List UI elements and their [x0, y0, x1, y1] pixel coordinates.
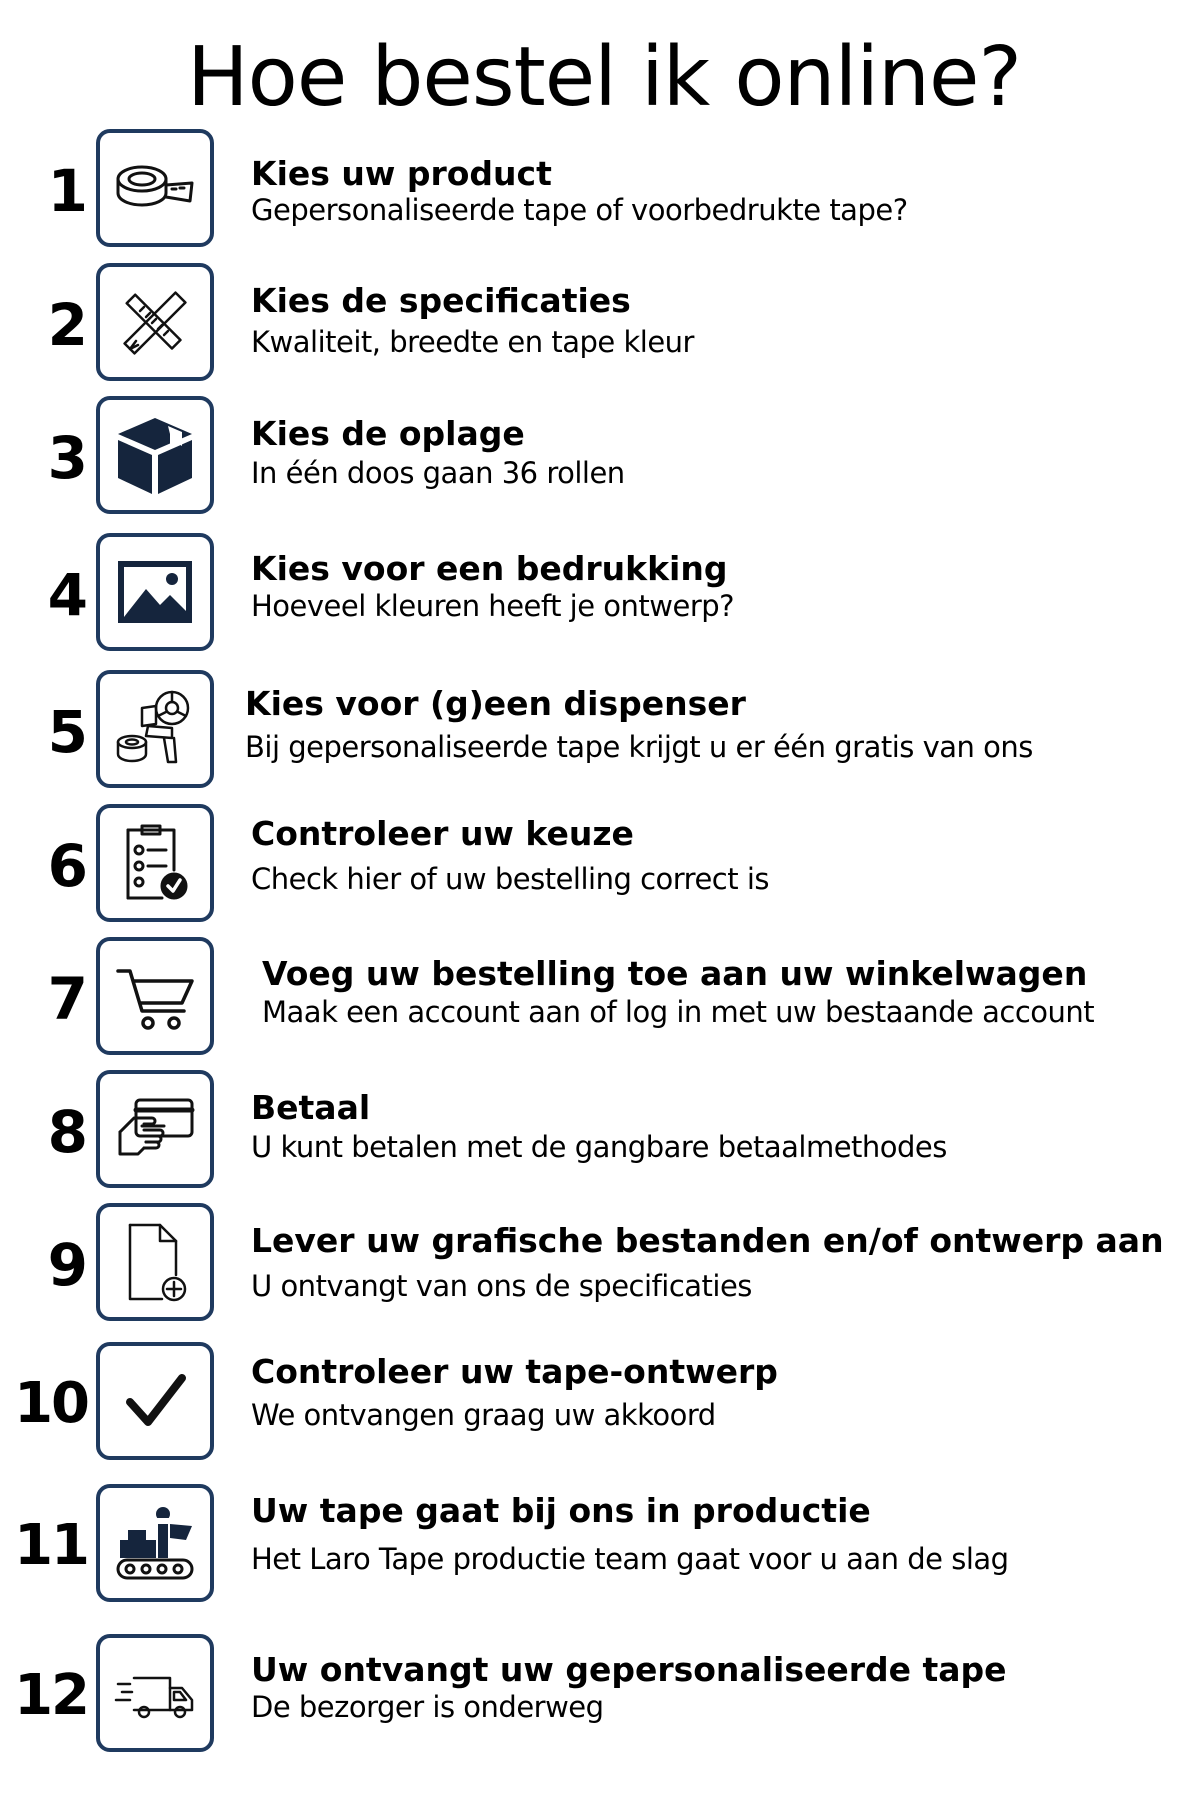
step-heading: Kies voor (g)een dispenser	[245, 684, 746, 723]
step-number: 1	[47, 157, 88, 225]
step-5	[0, 670, 1198, 794]
step-number: 3	[47, 424, 88, 492]
step-heading: Uw ontvangt uw gepersonaliseerde tape	[251, 1650, 1007, 1689]
image-icon	[96, 533, 214, 651]
shopping-cart-icon	[96, 937, 214, 1055]
step-description: Maak een account aan of log in met uw bestaande account	[262, 995, 1095, 1029]
step-description: Hoeveel kleuren heeft je ontwerp?	[251, 589, 735, 623]
box-icon	[96, 396, 214, 514]
step-heading: Controleer uw tape-ontwerp	[251, 1352, 778, 1391]
step-description: Kwaliteit, breedte en tape kleur	[251, 325, 694, 359]
step-heading: Betaal	[251, 1088, 371, 1127]
step-6	[0, 804, 1198, 928]
tape-dispenser-icon	[96, 670, 214, 788]
step-description: In één doos gaan 36 rollen	[251, 456, 625, 490]
clipboard-check-icon	[96, 804, 214, 922]
step-number: 9	[47, 1231, 88, 1299]
step-heading: Kies de specificaties	[251, 281, 631, 320]
step-heading: Uw tape gaat bij ons in productie	[251, 1491, 871, 1530]
step-description: Het Laro Tape productie team gaat voor u aan de slag	[251, 1542, 1009, 1576]
card-payment-icon	[96, 1070, 214, 1188]
page-title: Hoe bestel ik online?	[187, 30, 1021, 125]
step-heading: Voeg uw bestelling toe aan uw winkelwagen	[262, 954, 1088, 993]
step-description: U ontvangt van ons de specificaties	[251, 1269, 752, 1303]
step-11	[0, 1484, 1198, 1608]
step-description: We ontvangen graag uw akkoord	[251, 1398, 716, 1432]
step-2	[0, 263, 1198, 387]
step-number: 4	[47, 561, 88, 629]
step-12	[0, 1634, 1198, 1758]
step-description: De bezorger is onderweg	[251, 1690, 604, 1724]
tape-roll-icon	[96, 129, 214, 247]
step-number: 11	[14, 1513, 88, 1578]
step-4	[0, 533, 1198, 657]
step-number: 10	[14, 1371, 88, 1436]
step-10	[0, 1342, 1198, 1466]
step-number: 7	[47, 965, 88, 1033]
step-heading: Kies voor een bedrukking	[251, 549, 728, 588]
step-9	[0, 1203, 1198, 1327]
step-number: 8	[47, 1098, 88, 1166]
step-description: U kunt betalen met de gangbare betaalmethodes	[251, 1130, 947, 1164]
step-number: 12	[14, 1663, 88, 1728]
step-number: 6	[47, 832, 88, 900]
step-3	[0, 396, 1198, 520]
ruler-pencil-icon	[96, 263, 214, 381]
step-number: 5	[47, 698, 88, 766]
step-heading: Kies de oplage	[251, 414, 525, 453]
step-heading: Lever uw grafische bestanden en/of ontwerp aan	[251, 1221, 1164, 1260]
step-7	[0, 937, 1198, 1061]
production-machine-icon	[96, 1484, 214, 1602]
file-add-icon	[96, 1203, 214, 1321]
step-1	[0, 129, 1198, 253]
delivery-truck-icon	[96, 1634, 214, 1752]
step-description: Bij gepersonaliseerde tape krijgt u er één gratis van ons	[245, 730, 1033, 764]
step-heading: Kies uw product	[251, 154, 552, 193]
step-8	[0, 1070, 1198, 1194]
step-number: 2	[47, 291, 88, 359]
step-description: Check hier of uw bestelling correct is	[251, 862, 770, 896]
checkmark-icon	[96, 1342, 214, 1460]
step-description: Gepersonaliseerde tape of voorbedrukte tape?	[251, 193, 908, 227]
step-heading: Controleer uw keuze	[251, 814, 634, 853]
